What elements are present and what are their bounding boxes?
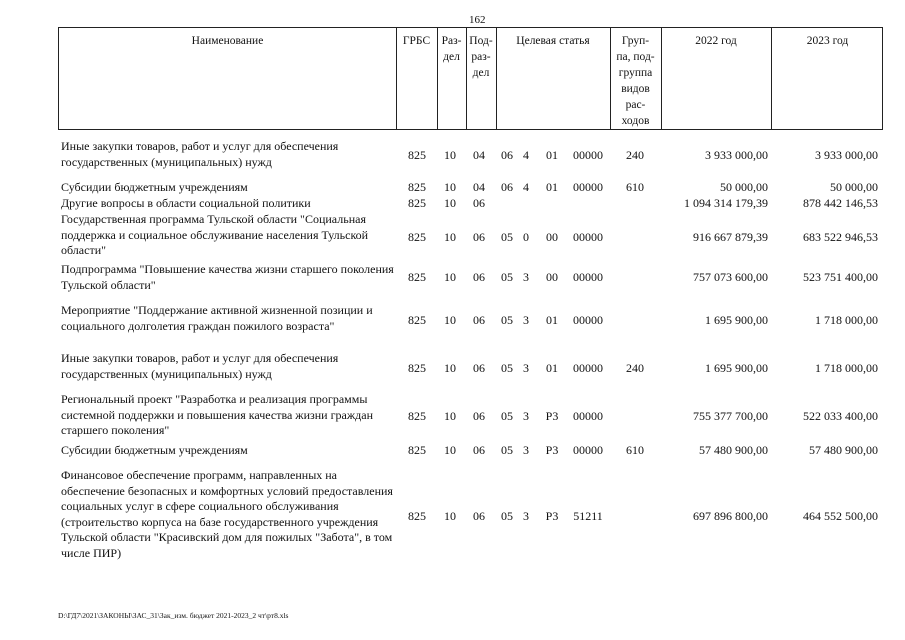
cell-vr: 610 xyxy=(626,180,644,194)
cell-cs3: 01 xyxy=(546,148,558,162)
cell-rz: 10 xyxy=(444,270,456,284)
cell-cs4: 00000 xyxy=(573,361,603,375)
cell-cs3: 01 xyxy=(546,313,558,327)
cell-pr: 06 xyxy=(473,313,485,327)
cell-v2022: 757 073 600,00 xyxy=(693,270,768,284)
cell-cs2: 3 xyxy=(523,509,529,523)
cell-v2023: 464 552 500,00 xyxy=(803,509,878,523)
header-grbs: ГРБС xyxy=(402,35,431,47)
table-header xyxy=(58,27,883,130)
cell-v2023: 3 933 000,00 xyxy=(815,148,878,162)
cell-v2023: 1 718 000,00 xyxy=(815,313,878,327)
row-name: Финансовое обеспечение программ, направленных на обеспечение безопасных и комфортных условий предоставления социальных услуг в сфере социального обслуживания (строительство корпуса на базе государственного учреждения Тульской области "Красивский дом для пожилых "Забота", в том числе ПИР) xyxy=(61,468,393,560)
cell-cs4: 00000 xyxy=(573,180,603,194)
cell-vr: 240 xyxy=(626,361,644,375)
cell-pr: 06 xyxy=(473,196,485,210)
cell-cs2: 3 xyxy=(523,361,529,375)
cell-cs2: 4 xyxy=(523,180,529,194)
cell-cs4: 00000 xyxy=(573,409,603,423)
cell-cs1: 05 xyxy=(501,509,513,523)
cell-pr: 04 xyxy=(473,180,485,194)
cell-cs3: 00 xyxy=(546,230,558,244)
cell-cs3: P3 xyxy=(545,409,559,423)
cell-v2022: 1 695 900,00 xyxy=(705,361,768,375)
row-name: Иные закупки товаров, работ и услуг для обеспечения государственных (муниципальных) нужд xyxy=(61,351,339,381)
cell-rz: 10 xyxy=(444,230,456,244)
cell-cs1: 06 xyxy=(501,180,513,194)
row-name: Подпрограмма "Повышение качества жизни старшего поколения Тульской области" xyxy=(61,262,394,292)
cell-grbs: 825 xyxy=(408,230,426,244)
cell-cs1: 05 xyxy=(501,409,513,423)
cell-v2023: 57 480 900,00 xyxy=(809,443,878,457)
header-target: Целевая статья xyxy=(516,35,590,47)
cell-cs2: 0 xyxy=(523,230,529,244)
cell-vr: 240 xyxy=(626,148,644,162)
cell-grbs: 825 xyxy=(408,409,426,423)
cell-pr: 06 xyxy=(473,443,485,457)
header-razdel: Раз- дел xyxy=(441,35,462,63)
cell-grbs: 825 xyxy=(408,509,426,523)
cell-cs3: 01 xyxy=(546,361,558,375)
header-2023: 2023 год xyxy=(806,35,849,47)
cell-v2022: 57 480 900,00 xyxy=(699,443,768,457)
cell-v2023: 50 000,00 xyxy=(830,180,878,194)
row-name: Иные закупки товаров, работ и услуг для обеспечения государственных (муниципальных) нужд xyxy=(61,139,339,169)
cell-grbs: 825 xyxy=(408,313,426,327)
cell-cs3: P3 xyxy=(545,509,559,523)
cell-cs4: 00000 xyxy=(573,148,603,162)
row-name: Государственная программа Тульской области "Социальная поддержка и социальное обслуживание населения Тульской области" xyxy=(61,212,369,257)
cell-cs2: 3 xyxy=(523,270,529,284)
cell-v2022: 3 933 000,00 xyxy=(705,148,768,162)
cell-rz: 10 xyxy=(444,409,456,423)
cell-v2022: 697 896 800,00 xyxy=(693,509,768,523)
cell-cs4: 00000 xyxy=(573,313,603,327)
cell-v2023: 683 522 946,53 xyxy=(803,230,878,244)
cell-cs3: P3 xyxy=(545,443,559,457)
header-group: Груп- па, под- группа видов рас- ходов xyxy=(616,35,655,127)
cell-cs3: 00 xyxy=(546,270,558,284)
cell-v2023: 523 751 400,00 xyxy=(803,270,878,284)
cell-pr: 04 xyxy=(473,148,485,162)
cell-pr: 06 xyxy=(473,361,485,375)
cell-v2023: 1 718 000,00 xyxy=(815,361,878,375)
cell-grbs: 825 xyxy=(408,443,426,457)
cell-cs4: 51211 xyxy=(573,509,603,523)
cell-cs1: 05 xyxy=(501,230,513,244)
cell-cs2: 3 xyxy=(523,443,529,457)
cell-v2022: 755 377 700,00 xyxy=(693,409,768,423)
row-name: Субсидии бюджетным учреждениям xyxy=(61,180,248,194)
cell-v2022: 50 000,00 xyxy=(720,180,768,194)
cell-rz: 10 xyxy=(444,509,456,523)
cell-cs1: 05 xyxy=(501,313,513,327)
cell-cs4: 00000 xyxy=(573,443,603,457)
cell-cs1: 05 xyxy=(501,361,513,375)
cell-rz: 10 xyxy=(444,180,456,194)
cell-cs1: 05 xyxy=(501,443,513,457)
cell-cs1: 05 xyxy=(501,270,513,284)
row-name: Другие вопросы в области социальной политики xyxy=(61,196,311,210)
cell-cs2: 4 xyxy=(523,148,529,162)
cell-cs2: 3 xyxy=(523,409,529,423)
file-path: D:\ГД7\2021\ЗАКОНЫ\ЗАС_31\Зак_изм. бюджет 2021-2023_2 чт\рт8.xls xyxy=(58,611,289,620)
cell-pr: 06 xyxy=(473,509,485,523)
row-name: Региональный проект "Разработка и реализация программы системной поддержки и повышения качества жизни граждан старшего поколения" xyxy=(61,392,373,437)
cell-cs4: 00000 xyxy=(573,270,603,284)
cell-vr: 610 xyxy=(626,443,644,457)
cell-pr: 06 xyxy=(473,409,485,423)
cell-grbs: 825 xyxy=(408,180,426,194)
page-number: 162 xyxy=(469,14,486,26)
row-name: Субсидии бюджетным учреждениям xyxy=(61,443,248,457)
cell-grbs: 825 xyxy=(408,361,426,375)
cell-pr: 06 xyxy=(473,270,485,284)
cell-grbs: 825 xyxy=(408,148,426,162)
cell-rz: 10 xyxy=(444,196,456,210)
cell-cs4: 00000 xyxy=(573,230,603,244)
cell-rz: 10 xyxy=(444,443,456,457)
cell-v2022: 1 695 900,00 xyxy=(705,313,768,327)
cell-v2022: 1 094 314 179,39 xyxy=(684,196,768,210)
cell-grbs: 825 xyxy=(408,270,426,284)
cell-rz: 10 xyxy=(444,313,456,327)
cell-v2023: 878 442 146,53 xyxy=(803,196,878,210)
cell-cs2: 3 xyxy=(523,313,529,327)
row-name: Мероприятие "Поддержание активной жизненной позиции и социального долголетия граждан пожилого возраста" xyxy=(61,303,373,333)
cell-cs3: 01 xyxy=(546,180,558,194)
header-2022: 2022 год xyxy=(695,35,737,47)
cell-pr: 06 xyxy=(473,230,485,244)
header-name: Наименование xyxy=(191,35,264,47)
cell-grbs: 825 xyxy=(408,196,426,210)
header-podrazdel: Под- раз- дел xyxy=(469,35,493,79)
cell-rz: 10 xyxy=(444,361,456,375)
cell-v2022: 916 667 879,39 xyxy=(693,230,768,244)
cell-cs1: 06 xyxy=(501,148,513,162)
cell-v2023: 522 033 400,00 xyxy=(803,409,878,423)
cell-rz: 10 xyxy=(444,148,456,162)
